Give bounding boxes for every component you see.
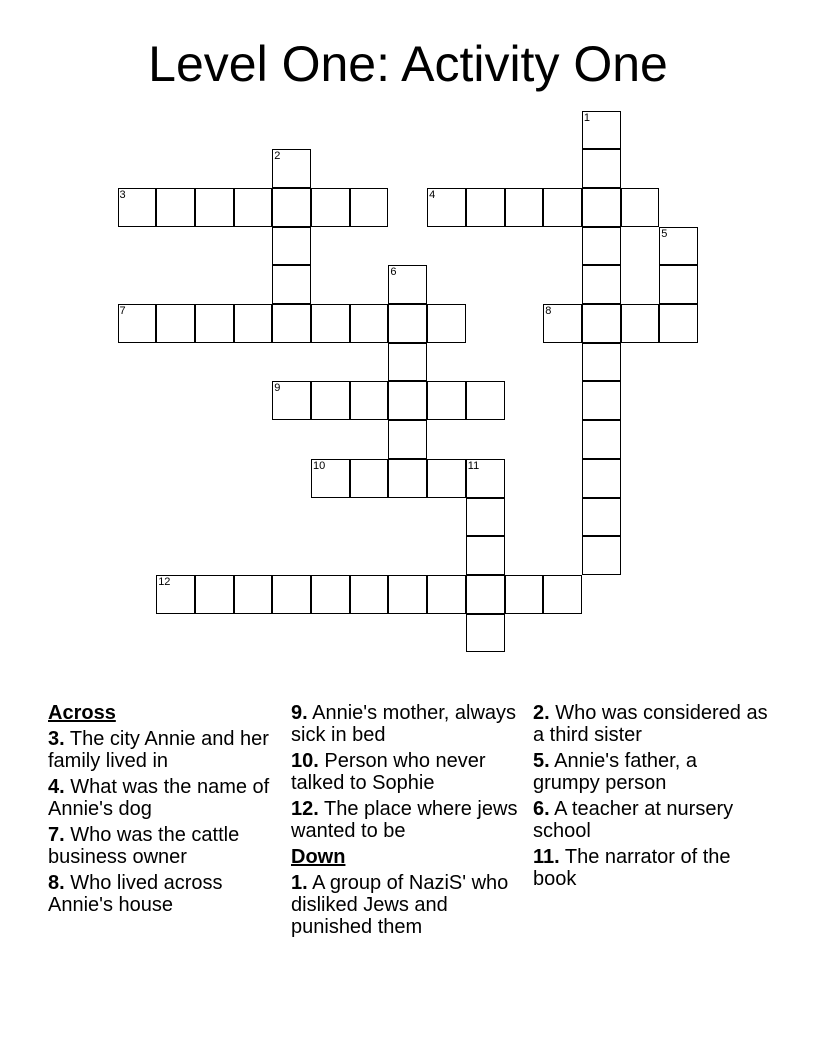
clue-number: 10. xyxy=(291,750,319,772)
grid-cell[interactable] xyxy=(350,459,389,498)
grid-cell[interactable] xyxy=(427,575,466,614)
grid-cell[interactable] xyxy=(621,188,660,227)
clue-text: Annie's father, a grumpy person xyxy=(533,750,697,794)
grid-cell[interactable] xyxy=(118,188,157,227)
grid-cell[interactable] xyxy=(582,343,621,382)
grid-cell[interactable] xyxy=(272,188,311,227)
clue-text: Who was considered as a third sister xyxy=(533,702,768,746)
clue-text: Who lived across Annie's house xyxy=(48,872,223,916)
clue-text: Who was the cattle business owner xyxy=(48,824,240,868)
clue-number: 6. xyxy=(533,798,550,820)
grid-cell[interactable] xyxy=(156,188,195,227)
grid-cell[interactable] xyxy=(195,575,234,614)
clue-number: 5. xyxy=(533,750,550,772)
grid-cell[interactable] xyxy=(118,304,157,343)
grid-cell[interactable] xyxy=(466,536,505,575)
grid-cell[interactable] xyxy=(427,459,466,498)
grid-cell[interactable] xyxy=(582,149,621,188)
grid-cell[interactable] xyxy=(272,381,311,420)
down-clue-2 xyxy=(533,702,769,746)
across-clue-7 xyxy=(48,824,284,868)
grid-cell[interactable] xyxy=(659,265,698,304)
cell-number: 8 xyxy=(545,305,552,317)
clue-column-1 xyxy=(48,702,284,920)
grid-cell[interactable] xyxy=(311,304,350,343)
puzzle-title: Level One: Activity One xyxy=(148,36,668,92)
grid-cell[interactable] xyxy=(466,614,505,653)
grid-cell[interactable] xyxy=(466,498,505,537)
grid-cell[interactable] xyxy=(466,575,505,614)
grid-cell[interactable] xyxy=(388,459,427,498)
grid-cell[interactable] xyxy=(582,111,621,150)
grid-cell[interactable] xyxy=(388,420,427,459)
grid-cell[interactable] xyxy=(427,188,466,227)
down-clue-5 xyxy=(533,750,769,794)
grid-cell[interactable] xyxy=(388,575,427,614)
clue-number: 1. xyxy=(291,872,308,894)
grid-cell[interactable] xyxy=(543,188,582,227)
grid-cell[interactable] xyxy=(466,188,505,227)
grid-cell[interactable] xyxy=(272,304,311,343)
grid-cell[interactable] xyxy=(427,381,466,420)
across-clue-9 xyxy=(291,702,527,746)
grid-cell[interactable] xyxy=(350,575,389,614)
grid-cell[interactable] xyxy=(311,188,350,227)
clue-text: What was the name of Annie's dog xyxy=(48,776,270,820)
grid-cell[interactable] xyxy=(582,304,621,343)
clue-text: A group of NaziS' who disliked Jews and punished them xyxy=(291,872,509,938)
cell-number: 9 xyxy=(274,382,281,395)
grid-cell[interactable] xyxy=(388,343,427,382)
grid-cell[interactable] xyxy=(659,227,698,266)
grid-cell[interactable] xyxy=(195,304,234,343)
cell-number: 6 xyxy=(390,266,397,279)
across-clue-4 xyxy=(48,776,284,820)
grid-cell[interactable] xyxy=(311,459,350,498)
grid-cell[interactable] xyxy=(195,188,234,227)
cell-number: 4 xyxy=(429,188,436,201)
grid-cell[interactable] xyxy=(234,188,273,227)
grid-cell[interactable] xyxy=(156,304,195,343)
grid-cell[interactable] xyxy=(350,304,389,343)
clue-column-2 xyxy=(291,702,527,942)
cell-number: 5 xyxy=(661,227,668,240)
grid-cell[interactable] xyxy=(621,304,660,343)
grid-cell[interactable] xyxy=(311,575,350,614)
grid-cell[interactable] xyxy=(350,188,389,227)
clue-text: Annie's mother, always sick in bed xyxy=(291,702,517,746)
grid-cell[interactable] xyxy=(272,227,311,266)
grid-cell[interactable] xyxy=(582,420,621,459)
clue-text: The city Annie and her family lived in xyxy=(48,728,269,772)
clue-number: 4. xyxy=(48,776,65,798)
grid-cell[interactable] xyxy=(350,381,389,420)
clue-number: 7. xyxy=(48,824,65,846)
clue-number: 9. xyxy=(291,702,308,724)
grid-cell[interactable] xyxy=(659,304,698,343)
clue-column-3 xyxy=(533,702,769,894)
cell-number: 7 xyxy=(119,305,126,317)
clue-number: 8. xyxy=(48,872,65,894)
clue-number: 12. xyxy=(291,798,319,820)
across-clue-3 xyxy=(48,728,284,772)
grid-cell[interactable] xyxy=(505,188,544,227)
cell-number: 12 xyxy=(158,575,171,588)
grid-cell[interactable] xyxy=(156,575,195,614)
grid-cell[interactable] xyxy=(272,149,311,188)
across-clue-12 xyxy=(291,798,527,842)
grid-cell[interactable] xyxy=(543,575,582,614)
grid-cell[interactable] xyxy=(582,265,621,304)
cell-number: 10 xyxy=(313,459,326,472)
cell-number: 11 xyxy=(467,459,480,472)
down-clue-11 xyxy=(533,846,769,890)
clue-text: The place where jews wanted to be xyxy=(291,798,518,842)
grid-cell[interactable] xyxy=(582,381,621,420)
down-clue-1 xyxy=(291,872,527,938)
grid-cell[interactable] xyxy=(505,575,544,614)
clue-text: A teacher at nursery school xyxy=(533,798,734,842)
clue-number: 11. xyxy=(533,846,560,868)
down-heading: Down xyxy=(291,846,346,868)
grid-cell[interactable] xyxy=(234,304,273,343)
grid-cell[interactable] xyxy=(427,304,466,343)
grid-cell[interactable] xyxy=(582,227,621,266)
grid-cell[interactable] xyxy=(272,265,311,304)
grid-cell[interactable] xyxy=(234,575,273,614)
grid-cell[interactable] xyxy=(388,265,427,304)
clue-number: 2. xyxy=(533,702,550,724)
down-clue-6 xyxy=(533,798,769,842)
clue-number: 3. xyxy=(48,728,65,750)
clue-text: The narrator of the book xyxy=(533,846,731,890)
grid-cell[interactable] xyxy=(582,536,621,575)
cell-number: 2 xyxy=(274,150,281,163)
across-heading: Across xyxy=(48,702,116,724)
grid-cell[interactable] xyxy=(311,381,350,420)
cell-number: 3 xyxy=(119,188,126,201)
grid-cell[interactable] xyxy=(582,459,621,498)
grid-cell[interactable] xyxy=(466,459,505,498)
across-clue-8 xyxy=(48,872,284,916)
grid-cell[interactable] xyxy=(388,381,427,420)
grid-cell[interactable] xyxy=(582,498,621,537)
grid-cell[interactable] xyxy=(582,188,621,227)
grid-cell[interactable] xyxy=(272,575,311,614)
across-clue-10 xyxy=(291,750,527,794)
clue-text: Person who never talked to Sophie xyxy=(291,750,486,794)
grid-cell[interactable] xyxy=(543,304,582,343)
cell-number: 1 xyxy=(583,111,591,124)
grid-cell[interactable] xyxy=(388,304,427,343)
grid-cell[interactable] xyxy=(466,381,505,420)
